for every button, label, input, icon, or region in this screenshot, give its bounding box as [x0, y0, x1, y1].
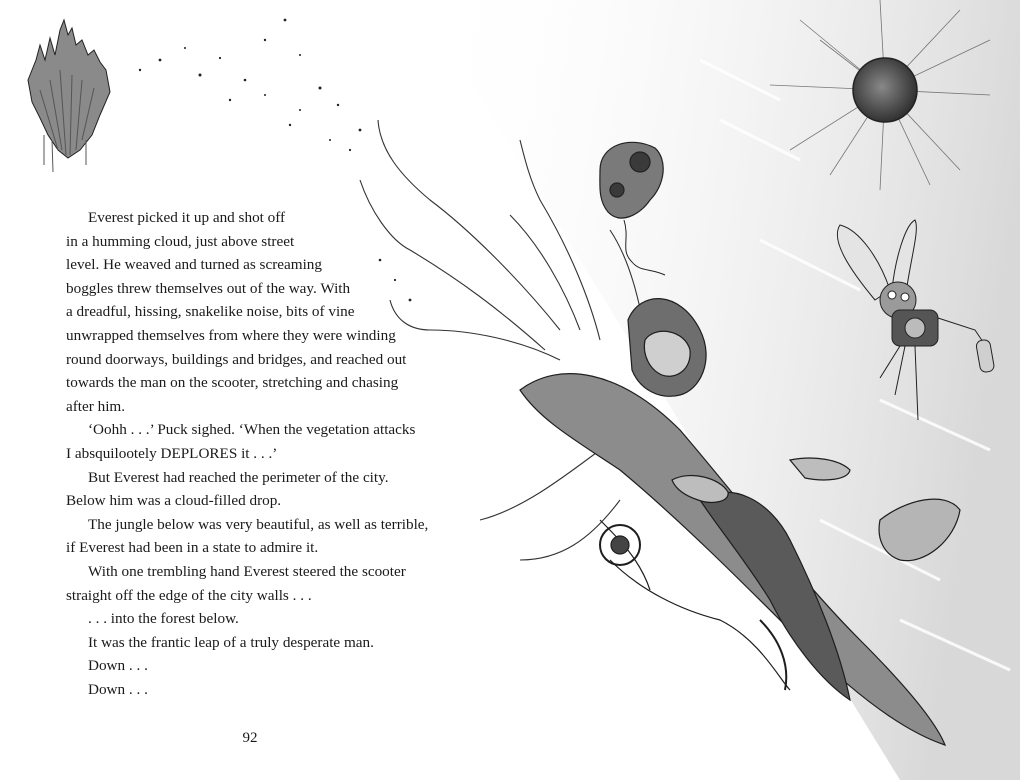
text-line: towards the man on the scooter, stretching and chasing — [66, 374, 399, 392]
text-line: if Everest had been in a state to admire it. — [66, 539, 319, 557]
page-number: 92 — [242, 730, 258, 746]
text-line: boggles threw themselves out of the way. With — [66, 279, 351, 297]
text-line: But Everest had reached the perimeter of the city. — [88, 468, 389, 486]
text-line: I absquilootely DEPLORES it . . .’ — [66, 444, 278, 462]
text-line: Below him was a cloud-filled drop. — [66, 492, 282, 510]
text-line: Down . . . — [88, 657, 148, 675]
text-line: level. He weaved and turned as screaming — [66, 256, 322, 274]
text-line: With one trembling hand Everest steered the scooter — [88, 562, 406, 580]
text-line: after him. — [66, 397, 126, 415]
text-line: straight off the edge of the city walls . . . — [66, 586, 312, 604]
text-line: unwrapped themselves from where they were winding — [66, 326, 396, 344]
text-line: It was the frantic leap of a truly desperate man. — [88, 633, 374, 651]
text-line: Everest picked it up and shot off — [88, 209, 286, 226]
text-line: round doorways, buildings and bridges, and reached out — [66, 350, 407, 368]
text-line: The jungle below was very beautiful, as well as terrible, — [88, 515, 429, 533]
text-line: ‘Oohh . . .’ Puck sighed. ‘When the vegetation attacks — [88, 421, 416, 439]
text-line: in a humming cloud, just above street — [66, 232, 295, 250]
text-line: Down . . . — [88, 680, 148, 698]
text-line: . . . into the forest below. — [88, 610, 239, 628]
text-line: a dreadful, hissing, snakelike noise, bits of vine — [66, 303, 355, 321]
story-text — [66, 206, 438, 701]
